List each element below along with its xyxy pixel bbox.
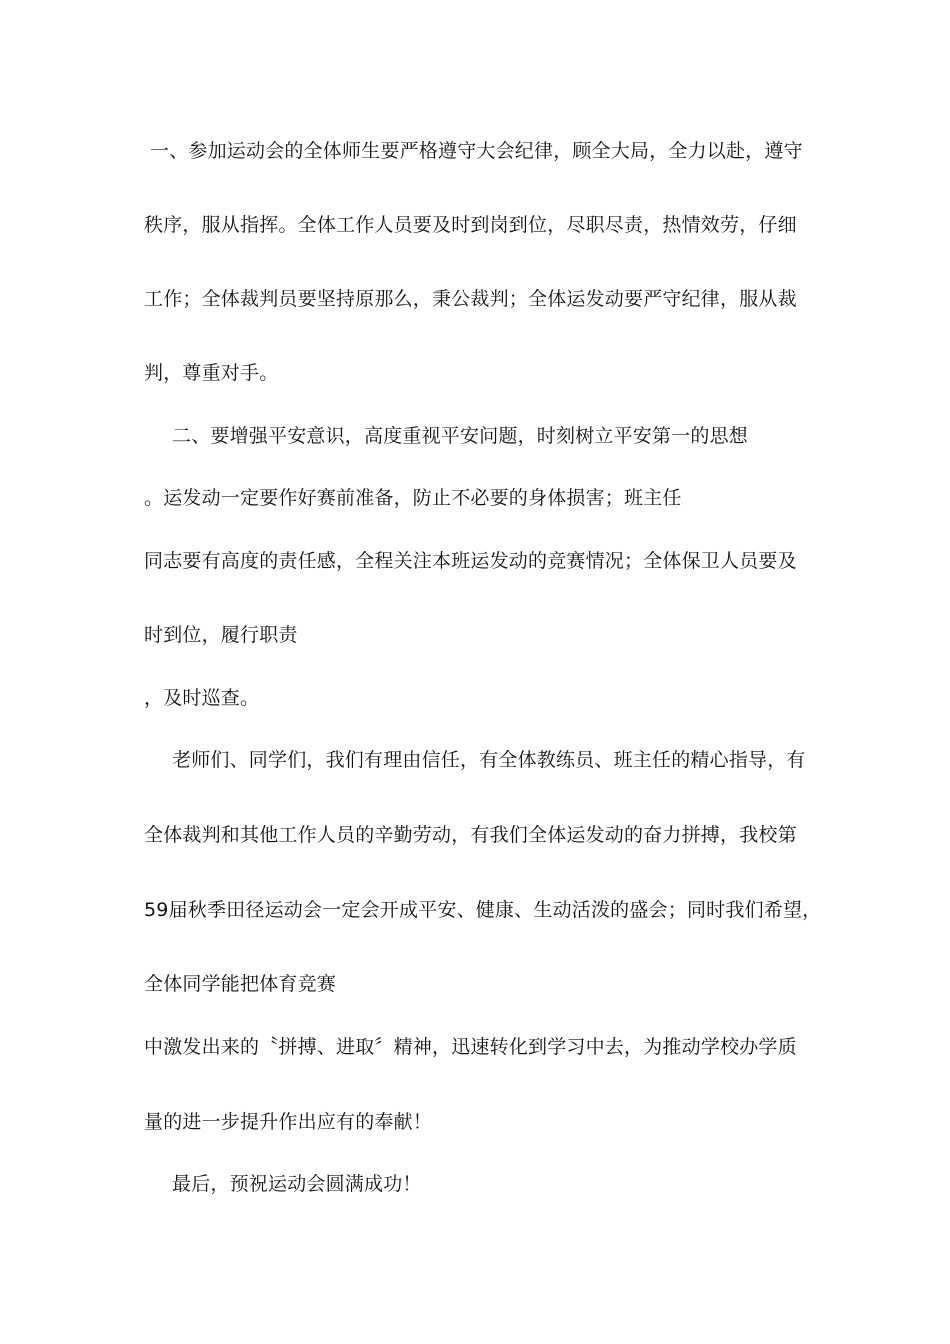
paragraph-2-line-5: ，及时巡查。 [144, 687, 260, 709]
paragraph-4-line-1: 最后，预祝运动会圆满成功！ [172, 1173, 422, 1195]
paragraph-3-line-2: 全体裁判和其他工作人员的辛勤劳动，有我们全体运发动的奋力拼搏，我校第 [144, 824, 797, 846]
paragraph-2-line-4: 时到位，履行职责 [144, 624, 298, 646]
paragraph-3-line-1: 老师们、同学们，我们有理由信任，有全体教练员、班主任的精心指导，有 [172, 749, 806, 771]
paragraph-3-line-5: 中激发出来的〝拼搏、进取〞精神，迅速转化到学习中去，为推动学校办学质 [144, 1036, 797, 1058]
paragraph-3-line-3: 59届秋季田径运动会一定会开成平安、健康、生动活泼的盛会；同时我们希望， [144, 899, 822, 921]
paragraph-1-line-4: 判，尊重对手。 [144, 362, 279, 384]
paragraph-1-line-2: 秩序，服从指挥。全体工作人员要及时到岗到位，尽职尽责，热情效劳，仔细 [144, 214, 797, 236]
paragraph-1-line-3: 工作；全体裁判员要坚持原那么，秉公裁判；全体运发动要严守纪律，服从裁 [144, 288, 797, 310]
paragraph-1-line-1: 一、参加运动会的全体师生要严格遵守大会纪律，顾全大局，全力以赴，遵守 [150, 140, 803, 162]
paragraph-2-line-1: 二、要增强平安意识，高度重视平安问题，时刻树立平安第一的思想 [172, 425, 749, 447]
paragraph-2-line-3: 同志要有高度的责任感，全程关注本班运发动的竞赛情况；全体保卫人员要及 [144, 550, 797, 572]
paragraph-3-line-6: 量的进一步提升作出应有的奉献！ [144, 1111, 433, 1133]
paragraph-3-line-4: 全体同学能把体育竞赛 [144, 973, 337, 995]
paragraph-2-line-2: 。运发动一定要作好赛前准备，防止不必要的身体损害；班主任 [144, 487, 682, 509]
